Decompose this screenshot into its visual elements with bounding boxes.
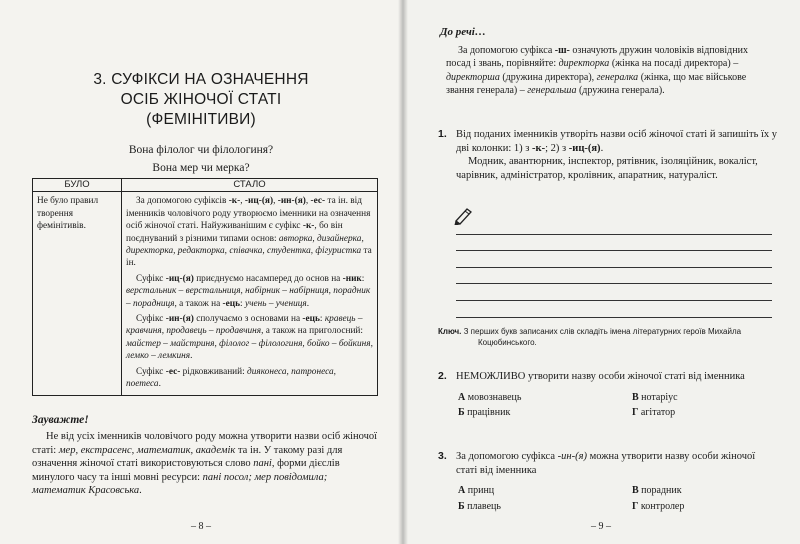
task-prompt: Від поданих іменників утворіть назви осіб жіночої статі й запишіть їх у дві колонки: 1) з -к-; 2) з -иц-(я).	[456, 129, 778, 154]
option-g	[632, 500, 754, 513]
task-3	[438, 450, 778, 515]
key-label: Ключ.	[438, 327, 462, 336]
answer-lines	[456, 218, 772, 318]
option-a	[458, 391, 630, 404]
table-row	[33, 192, 378, 395]
header-became: СТАЛО	[122, 179, 378, 192]
option-v	[632, 391, 754, 404]
was-cell: Не було правил творення фемінітивів.	[33, 192, 122, 395]
option-a	[458, 484, 630, 497]
option-text: порадник	[641, 485, 682, 497]
task-prompt: За допомогою суфікса -ин-(я) можна утворити назву особи жіночої статі від іменника	[456, 451, 756, 476]
option-text: працівник	[467, 407, 511, 418]
header-was: БУЛО	[33, 179, 122, 192]
task-number: 1.	[438, 128, 447, 140]
section-title	[0, 70, 402, 130]
option-letter: А	[458, 485, 466, 497]
option-text: мовознавець	[467, 391, 522, 403]
task-prompt: НЕМОЖЛИВО утворити назву особи жіночої статі від іменника	[456, 371, 745, 382]
answer-line	[456, 284, 772, 301]
answer-line	[456, 251, 772, 268]
key-hint	[438, 326, 778, 348]
answer-line	[456, 218, 772, 235]
task-number: 3.	[438, 450, 447, 462]
option-text: плавець	[467, 500, 501, 512]
option-text: контролер	[640, 500, 685, 512]
option-letter: Б	[458, 500, 465, 512]
option-letter: Г	[632, 407, 639, 418]
option-letter: Г	[632, 500, 639, 512]
task-number: 2.	[438, 370, 447, 382]
was-became-table	[32, 178, 378, 396]
rule-paragraph: За допомогою суфіксів -к-, -иц-(я), -ин-(я), -ес- та ін. від іменників чоловічого роду утворюємо іменники на означення осіб жіночої статі. Найуживанішим є суфікс -к-, бо він поєднуваний з різними типами основ: авторка, дизайнерка, директорка, редакторка, співачка, студентка, фігуристка та ін.	[126, 196, 372, 269]
option-letter: В	[632, 391, 639, 403]
title-line: (ФЕМІНІТИВИ)	[146, 111, 256, 128]
answer-options	[456, 389, 756, 422]
option-letter: А	[458, 391, 466, 403]
title-line: ОСІБ ЖІНОЧОЇ СТАТІ	[120, 91, 282, 108]
option-text: принц	[467, 485, 495, 497]
answer-line	[456, 301, 772, 318]
became-cell	[122, 192, 378, 395]
page-9	[402, 0, 800, 544]
key-text: З перших букв записаних слів складіть імена літературних героїв Михайла Коцюбинського.	[463, 327, 742, 347]
aside-text: За допомогою суфікса -ш- означують дружин чоловіків відповідних посад і звань, порівняйте: директорка (жінка на посаді директора) – директорша (дружина директора), генералка (жінка, що має військове звання генерала) – генеральша (дружина генерала).	[446, 45, 748, 97]
rule-paragraph: Суфікс -ес- рідковживаний: дияконеса, патронеса, поетеса.	[126, 366, 336, 390]
task-word-list: Модник, авантюрник, інспектор, рятівник, ізоляційник, вокаліст, чарівник, адміністратор, кролівник, апаратник, натураліст.	[456, 156, 758, 181]
table-header-row	[33, 179, 378, 192]
rule-paragraph: Суфікс -ин-(я) сполучаємо з основами на -ець: кравець – кравчиня, продавець – продавчиня, а також на приголосний: майстер – майстриня, філолог – філологиня, бойко – бойкиня, лемко – лемкиня.	[126, 314, 373, 362]
rule-paragraph: Суфікс -иц-(я) приєднуємо насамперед до основ на -ник: верстальник – верстальниця, набірник – набірниця, порадник – порадниця, а також на -ець: учень – учениця.	[126, 273, 371, 309]
page-number: – 8 –	[191, 521, 211, 532]
option-g	[632, 406, 754, 419]
answer-options	[456, 482, 756, 515]
answer-line	[456, 235, 772, 252]
option-text: агітатор	[640, 407, 676, 418]
option-letter: Б	[458, 407, 465, 418]
page-number: – 9 –	[591, 521, 611, 532]
option-b	[458, 406, 630, 419]
title-line: 3. СУФІКСИ НА ОЗНАЧЕННЯ	[93, 71, 309, 88]
option-letter: В	[632, 485, 639, 497]
task-1	[438, 128, 778, 182]
book-gutter	[398, 0, 408, 544]
note-text: Не від усіх іменників чоловічого роду можна утворити назви осіб жіночої статі: мер, екстрасенс, математик, академік та ін. У такому разі для означення жіночої статі використовуються слово пані, форми дієслів минулого часу та інші мовні ресурси: пані посол; мер повідомила; математик Красовська.	[32, 431, 378, 497]
epigraph: Вона філолог чи філологиня?	[128, 144, 274, 156]
note-heading: Зауважте!	[32, 414, 89, 426]
option-text: нотаріус	[641, 391, 678, 403]
epigraph: Вона мер чи мерка?	[152, 162, 250, 174]
task-2	[438, 370, 778, 421]
option-v	[632, 484, 754, 497]
option-b	[458, 500, 630, 513]
answer-line	[456, 268, 772, 285]
aside-heading: До речі…	[440, 26, 486, 38]
